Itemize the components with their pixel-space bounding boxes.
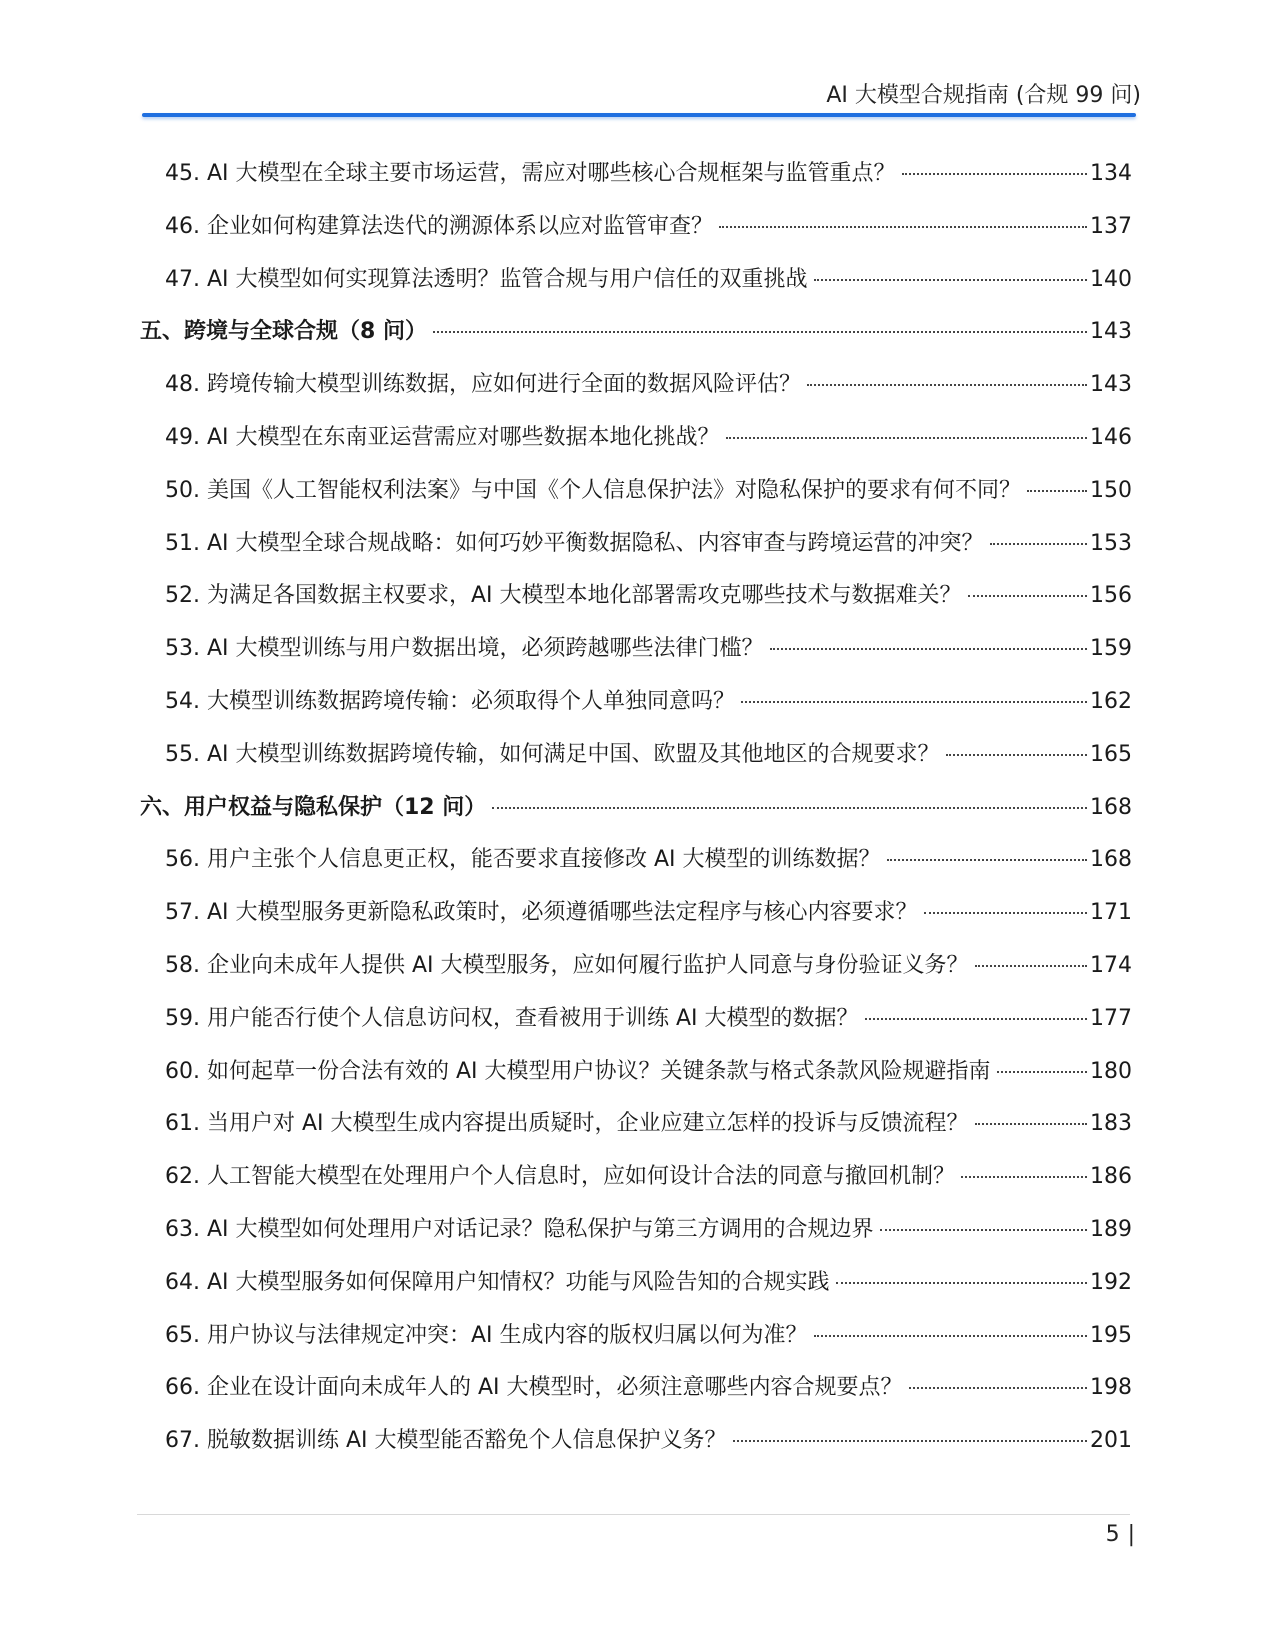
dot-leader bbox=[880, 1229, 1087, 1231]
toc-page-number: 192 bbox=[1090, 1269, 1132, 1295]
toc-page-number: 150 bbox=[1090, 477, 1132, 503]
toc-entry-title: 55. AI 大模型训练数据跨境传输，如何满足中国、欧盟及其他地区的合规要求？ bbox=[165, 741, 940, 767]
toc-entry-title: 64. AI 大模型服务如何保障用户知情权？功能与风险告知的合规实践 bbox=[165, 1269, 830, 1295]
toc-entry[interactable] bbox=[140, 1159, 1132, 1212]
toc-page-number: 146 bbox=[1090, 424, 1132, 450]
dot-leader bbox=[807, 384, 1087, 386]
toc-entry-title: 56. 用户主张个人信息更正权，能否要求直接修改 AI 大模型的训练数据？ bbox=[165, 847, 881, 873]
toc-page-number: 156 bbox=[1090, 583, 1132, 609]
toc-entry[interactable] bbox=[140, 473, 1132, 526]
running-header-title: AI 大模型合规指南 (合规 99 问) bbox=[826, 83, 1141, 108]
toc-page-number: 186 bbox=[1090, 1164, 1132, 1190]
toc-entry-title: 52. 为满足各国数据主权要求，AI 大模型本地化部署需攻克哪些技术与数据难关？ bbox=[165, 583, 962, 609]
dot-leader bbox=[968, 595, 1087, 597]
toc-page-number: 198 bbox=[1090, 1375, 1132, 1401]
toc-page-number: 162 bbox=[1090, 688, 1132, 714]
toc-section-heading[interactable] bbox=[140, 790, 1132, 843]
toc-entry[interactable] bbox=[140, 948, 1132, 1001]
page-number bbox=[1106, 1522, 1135, 1547]
toc-entry[interactable] bbox=[140, 895, 1132, 948]
page-number-separator: | bbox=[1127, 1522, 1135, 1547]
toc-entry-title: 46. 企业如何构建算法迭代的溯源体系以应对监管审查？ bbox=[165, 213, 713, 239]
toc-page-number: 140 bbox=[1090, 266, 1132, 292]
toc-entry-title: 51. AI 大模型全球合规战略：如何巧妙平衡数据隐私、内容审查与跨境运营的冲突？ bbox=[165, 530, 984, 556]
dot-leader bbox=[924, 912, 1087, 914]
toc-entry[interactable] bbox=[140, 1370, 1132, 1423]
toc-entry-title: 62. 人工智能大模型在处理用户个人信息时，应如何设计合法的同意与撤回机制？ bbox=[165, 1164, 955, 1190]
page-number-value: 5 bbox=[1105, 1522, 1120, 1547]
toc-entry[interactable] bbox=[140, 578, 1132, 631]
dot-leader bbox=[836, 1282, 1087, 1284]
dot-leader bbox=[433, 331, 1087, 333]
toc-entry[interactable] bbox=[140, 1106, 1132, 1159]
toc-entry-title: 66. 企业在设计面向未成年人的 AI 大模型时，必须注意哪些内容合规要点？ bbox=[165, 1375, 903, 1401]
dot-leader bbox=[741, 701, 1087, 703]
dot-leader bbox=[814, 279, 1087, 281]
toc-entry[interactable] bbox=[140, 526, 1132, 579]
dot-leader bbox=[909, 1387, 1087, 1389]
dot-leader bbox=[770, 648, 1087, 650]
toc-entry[interactable] bbox=[140, 842, 1132, 895]
toc-entry[interactable] bbox=[140, 684, 1132, 737]
toc-entry[interactable] bbox=[140, 1265, 1132, 1318]
dot-leader bbox=[726, 437, 1087, 439]
toc-page-number: 180 bbox=[1090, 1058, 1132, 1084]
toc-entry[interactable] bbox=[140, 262, 1132, 315]
toc-entry-title: 49. AI 大模型在东南亚运营需应对哪些数据本地化挑战？ bbox=[165, 424, 720, 450]
dot-leader bbox=[990, 543, 1087, 545]
toc-entry-title: 60. 如何起草一份合法有效的 AI 大模型用户协议？关键条款与格式条款风险规避指南 bbox=[165, 1058, 991, 1084]
toc-entry[interactable] bbox=[140, 156, 1132, 209]
dot-leader bbox=[733, 1440, 1087, 1442]
toc-entry-title: 45. AI 大模型在全球主要市场运营，需应对哪些核心合规框架与监管重点？ bbox=[165, 161, 896, 186]
toc-entry-title: 65. 用户协议与法律规定冲突：AI 生成内容的版权归属以何为准？ bbox=[165, 1322, 808, 1348]
toc-entry-title: 50. 美国《人工智能权利法案》与中国《个人信息保护法》对隐私保护的要求有何不同？ bbox=[165, 477, 1021, 503]
dot-leader bbox=[902, 173, 1087, 175]
dot-leader bbox=[887, 859, 1087, 861]
dot-leader bbox=[492, 807, 1087, 809]
table-of-contents bbox=[140, 156, 1132, 1476]
toc-page-number: 159 bbox=[1090, 636, 1132, 662]
toc-page-number: 143 bbox=[1090, 372, 1132, 398]
dot-leader bbox=[946, 754, 1087, 756]
dot-leader bbox=[865, 1018, 1087, 1020]
toc-entry-title: 59. 用户能否行使个人信息访问权，查看被用于训练 AI 大模型的数据？ bbox=[165, 1005, 859, 1031]
toc-page-number: 165 bbox=[1090, 741, 1132, 767]
toc-entry-title: 61. 当用户对 AI 大模型生成内容提出质疑时，企业应建立怎样的投诉与反馈流程？ bbox=[165, 1111, 969, 1137]
dot-leader bbox=[1027, 490, 1087, 492]
toc-page-number: 137 bbox=[1090, 213, 1132, 239]
footer-divider bbox=[137, 1514, 1130, 1515]
toc-entry-title: 67. 脱敏数据训练 AI 大模型能否豁免个人信息保护义务？ bbox=[165, 1428, 727, 1454]
toc-entry[interactable] bbox=[140, 737, 1132, 790]
toc-page-number: 153 bbox=[1090, 530, 1132, 556]
toc-entry[interactable] bbox=[140, 1423, 1132, 1476]
dot-leader bbox=[961, 1176, 1087, 1178]
toc-entry[interactable] bbox=[140, 420, 1132, 473]
toc-entry-title: 47. AI 大模型如何实现算法透明？监管合规与用户信任的双重挑战 bbox=[165, 266, 808, 292]
toc-entry[interactable] bbox=[140, 1212, 1132, 1265]
toc-page-number: 168 bbox=[1090, 794, 1132, 820]
toc-entry-title: 六、用户权益与隐私保护（12 问） bbox=[140, 794, 487, 820]
header-divider bbox=[142, 113, 1136, 117]
toc-entry-title: 57. AI 大模型服务更新隐私政策时，必须遵循哪些法定程序与核心内容要求？ bbox=[165, 900, 918, 926]
dot-leader bbox=[814, 1335, 1087, 1337]
toc-entry-title: 53. AI 大模型训练与用户数据出境，必须跨越哪些法律门槛？ bbox=[165, 636, 764, 662]
toc-page-number: 195 bbox=[1090, 1322, 1132, 1348]
dot-leader bbox=[975, 965, 1087, 967]
toc-page-number: 189 bbox=[1090, 1216, 1132, 1242]
toc-page-number: 174 bbox=[1090, 952, 1132, 978]
toc-section-heading[interactable] bbox=[140, 314, 1132, 367]
toc-page-number: 201 bbox=[1090, 1428, 1132, 1454]
dot-leader bbox=[719, 226, 1087, 228]
toc-entry-title: 五、跨境与全球合规（8 问） bbox=[140, 319, 427, 345]
toc-entry-title: 58. 企业向未成年人提供 AI 大模型服务，应如何履行监护人同意与身份验证义务？ bbox=[165, 952, 969, 978]
toc-entry[interactable] bbox=[140, 1001, 1132, 1054]
toc-entry[interactable] bbox=[140, 209, 1132, 262]
toc-entry[interactable] bbox=[140, 631, 1132, 684]
toc-entry[interactable] bbox=[140, 367, 1132, 420]
toc-entry[interactable] bbox=[140, 1318, 1132, 1371]
dot-leader bbox=[997, 1071, 1087, 1073]
toc-entry[interactable] bbox=[140, 1054, 1132, 1107]
toc-page-number: 183 bbox=[1090, 1111, 1132, 1137]
toc-entry-title: 48. 跨境传输大模型训练数据，应如何进行全面的数据风险评估？ bbox=[165, 372, 801, 398]
toc-page-number: 143 bbox=[1090, 319, 1132, 345]
toc-page-number: 171 bbox=[1090, 900, 1132, 926]
toc-page-number: 168 bbox=[1090, 847, 1132, 873]
toc-entry-title: 54. 大模型训练数据跨境传输：必须取得个人单独同意吗？ bbox=[165, 688, 735, 714]
toc-page-number: 134 bbox=[1090, 161, 1132, 186]
toc-entry-title: 63. AI 大模型如何处理用户对话记录？隐私保护与第三方调用的合规边界 bbox=[165, 1216, 874, 1242]
dot-leader bbox=[975, 1123, 1087, 1125]
toc-page-number: 177 bbox=[1090, 1005, 1132, 1031]
